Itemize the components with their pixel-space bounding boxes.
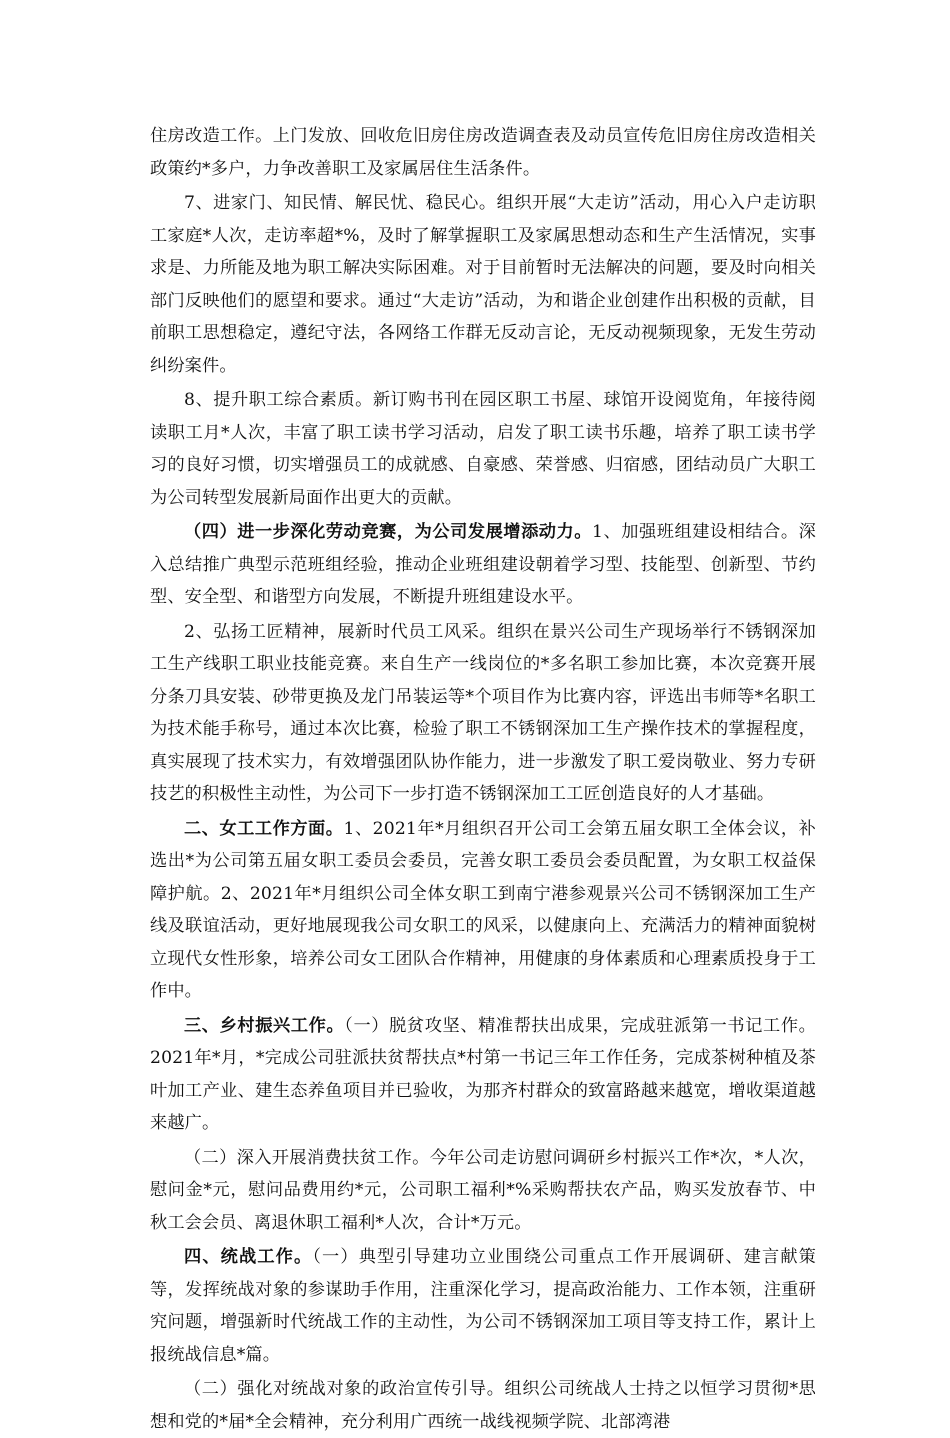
section-heading: 三、乡村振兴工作。 xyxy=(184,1015,345,1036)
document-body xyxy=(150,120,816,1438)
paragraph-text: （一）脱贫攻坚、精准帮扶出成果，完成驻派第一书记工作。2021年*月，*完成公司驻派扶贫帮扶点*村第一书记三年工作任务，完成茶树种植及茶叶加工产业、建生态养鱼项目并已验收，为那齐村群众的致富路越来越宽，增收渠道越来越广。 xyxy=(150,1015,816,1133)
paragraph-text: 7、进家门、知民情、解民忧、稳民心。组织开展“大走访”活动，用心入户走访职工家庭*人次，走访率超*%，及时了解掌握职工及家属思想动态和生产生活情况，实事求是、力所能及地为职工解决实际困难。对于目前暂时无法解决的问题，要及时向相关部门反映他们的愿望和要求。通过“大走访”活动，为和谐企业创建作出积极的贡献，目前职工思想稳定，遵纪守法，各网络工作群无反动言论，无反动视频现象，无发生劳动纠纷案件。 xyxy=(150,193,816,376)
paragraph-staff-quality xyxy=(150,384,816,514)
paragraph-text: （二）深入开展消费扶贫工作。今年公司走访慰问调研乡村振兴工作*次，*人次，慰问金*元，慰问品费用约*元，公司职工福利*%采购帮扶农产品，购买发放春节、中秋工会会员、离退休职工福利*人次，合计*万元。 xyxy=(150,1147,816,1233)
paragraph-craftsman-spirit xyxy=(150,616,816,811)
paragraph-female-workers xyxy=(150,813,816,1008)
paragraph-text: （二）强化对统战对象的政治宣传引导。组织公司统战人士持之以恒学习贯彻*思想和党的*届*全会精神，充分利用广西统一战线视频学院、北部湾港 xyxy=(150,1379,816,1432)
section-heading: （四）进一步深化劳动竞赛，为公司发展增添动力。 xyxy=(184,522,593,542)
paragraph-text: 1、加强班组建设相结合。深入总结推广典型示范班组经验，推动企业班组建设朝着学习型、技能型、创新型、节约型、安全型、和谐型方向发展，不断提升班组建设水平。 xyxy=(150,522,816,607)
paragraph-housing-renovation xyxy=(150,120,816,185)
paragraph-text: （一）典型引导建功立业围绕公司重点工作开展调研、建言献策等，发挥统战对象的参谋助手作用，注重深化学习，提高政治能力、工作本领，注重研究问题，增强新时代统战工作的主动性，为公司不锈钢深加工项目等支持工作，累计上报统战信息*篇。 xyxy=(150,1247,816,1365)
paragraph-text: 2、弘扬工匠精神，展新时代员工风采。组织在景兴公司生产现场举行不锈钢深加工生产线职工职业技能竞赛。来自生产一线岗位的*多名职工参加比赛，本次竞赛开展分条刀具安装、砂带更换及龙门吊装运等*个项目作为比赛内容，评选出韦师等*名职工为技术能手称号，通过本次比赛，检验了职工不锈钢深加工生产操作技术的掌握程度，真实展现了技术实力，有效增强团队协作能力，进一步激发了职工爱岗敬业、努力专研技艺的积极性主动性，为公司下一步打造不锈钢深加工工匠创造良好的人才基础。 xyxy=(150,621,816,804)
paragraph-rural-revitalization xyxy=(150,1010,816,1140)
paragraph-united-front xyxy=(150,1241,816,1371)
paragraph-text: 1、2021年*月组织召开公司工会第五届女职工全体会议，补选出*为公司第五届女职工委员会委员，完善女职工委员会委员配置，为女职工权益保障护航。2、2021年*月组织公司全体女职工到南宁港参观景兴公司不锈钢深加工生产线及联谊活动，更好地展现我公司女职工的风采，以健康向上、充满活力的精神面貌树立现代女性形象，培养公司女工团队合作精神，用健康的身体素质和心理素质投身于工作中。 xyxy=(150,818,816,1001)
paragraph-labor-competition xyxy=(150,516,816,614)
paragraph-home-visits xyxy=(150,187,816,382)
paragraph-text: 住房改造工作。上门发放、回收危旧房住房改造调查表及动员宣传危旧房住房改造相关政策约*多户，力争改善职工及家属居住生活条件。 xyxy=(150,126,816,179)
section-heading: 四、统战工作。 xyxy=(184,1247,313,1267)
paragraph-text: 8、提升职工综合素质。新订购书刊在园区职工书屋、球馆开设阅览角，年接待阅读职工月*人次，丰富了职工读书学习活动，启发了职工读书乐趣，培养了职工读书学习的良好习惯，切实增强员工的成就感、自豪感、荣誉感、归宿感，团结动员广大职工为公司转型发展新局面作出更大的贡献。 xyxy=(150,390,816,508)
paragraph-political-guidance xyxy=(150,1373,816,1438)
paragraph-consumption-aid xyxy=(150,1142,816,1240)
section-heading: 二、女工工作方面。 xyxy=(184,818,344,839)
